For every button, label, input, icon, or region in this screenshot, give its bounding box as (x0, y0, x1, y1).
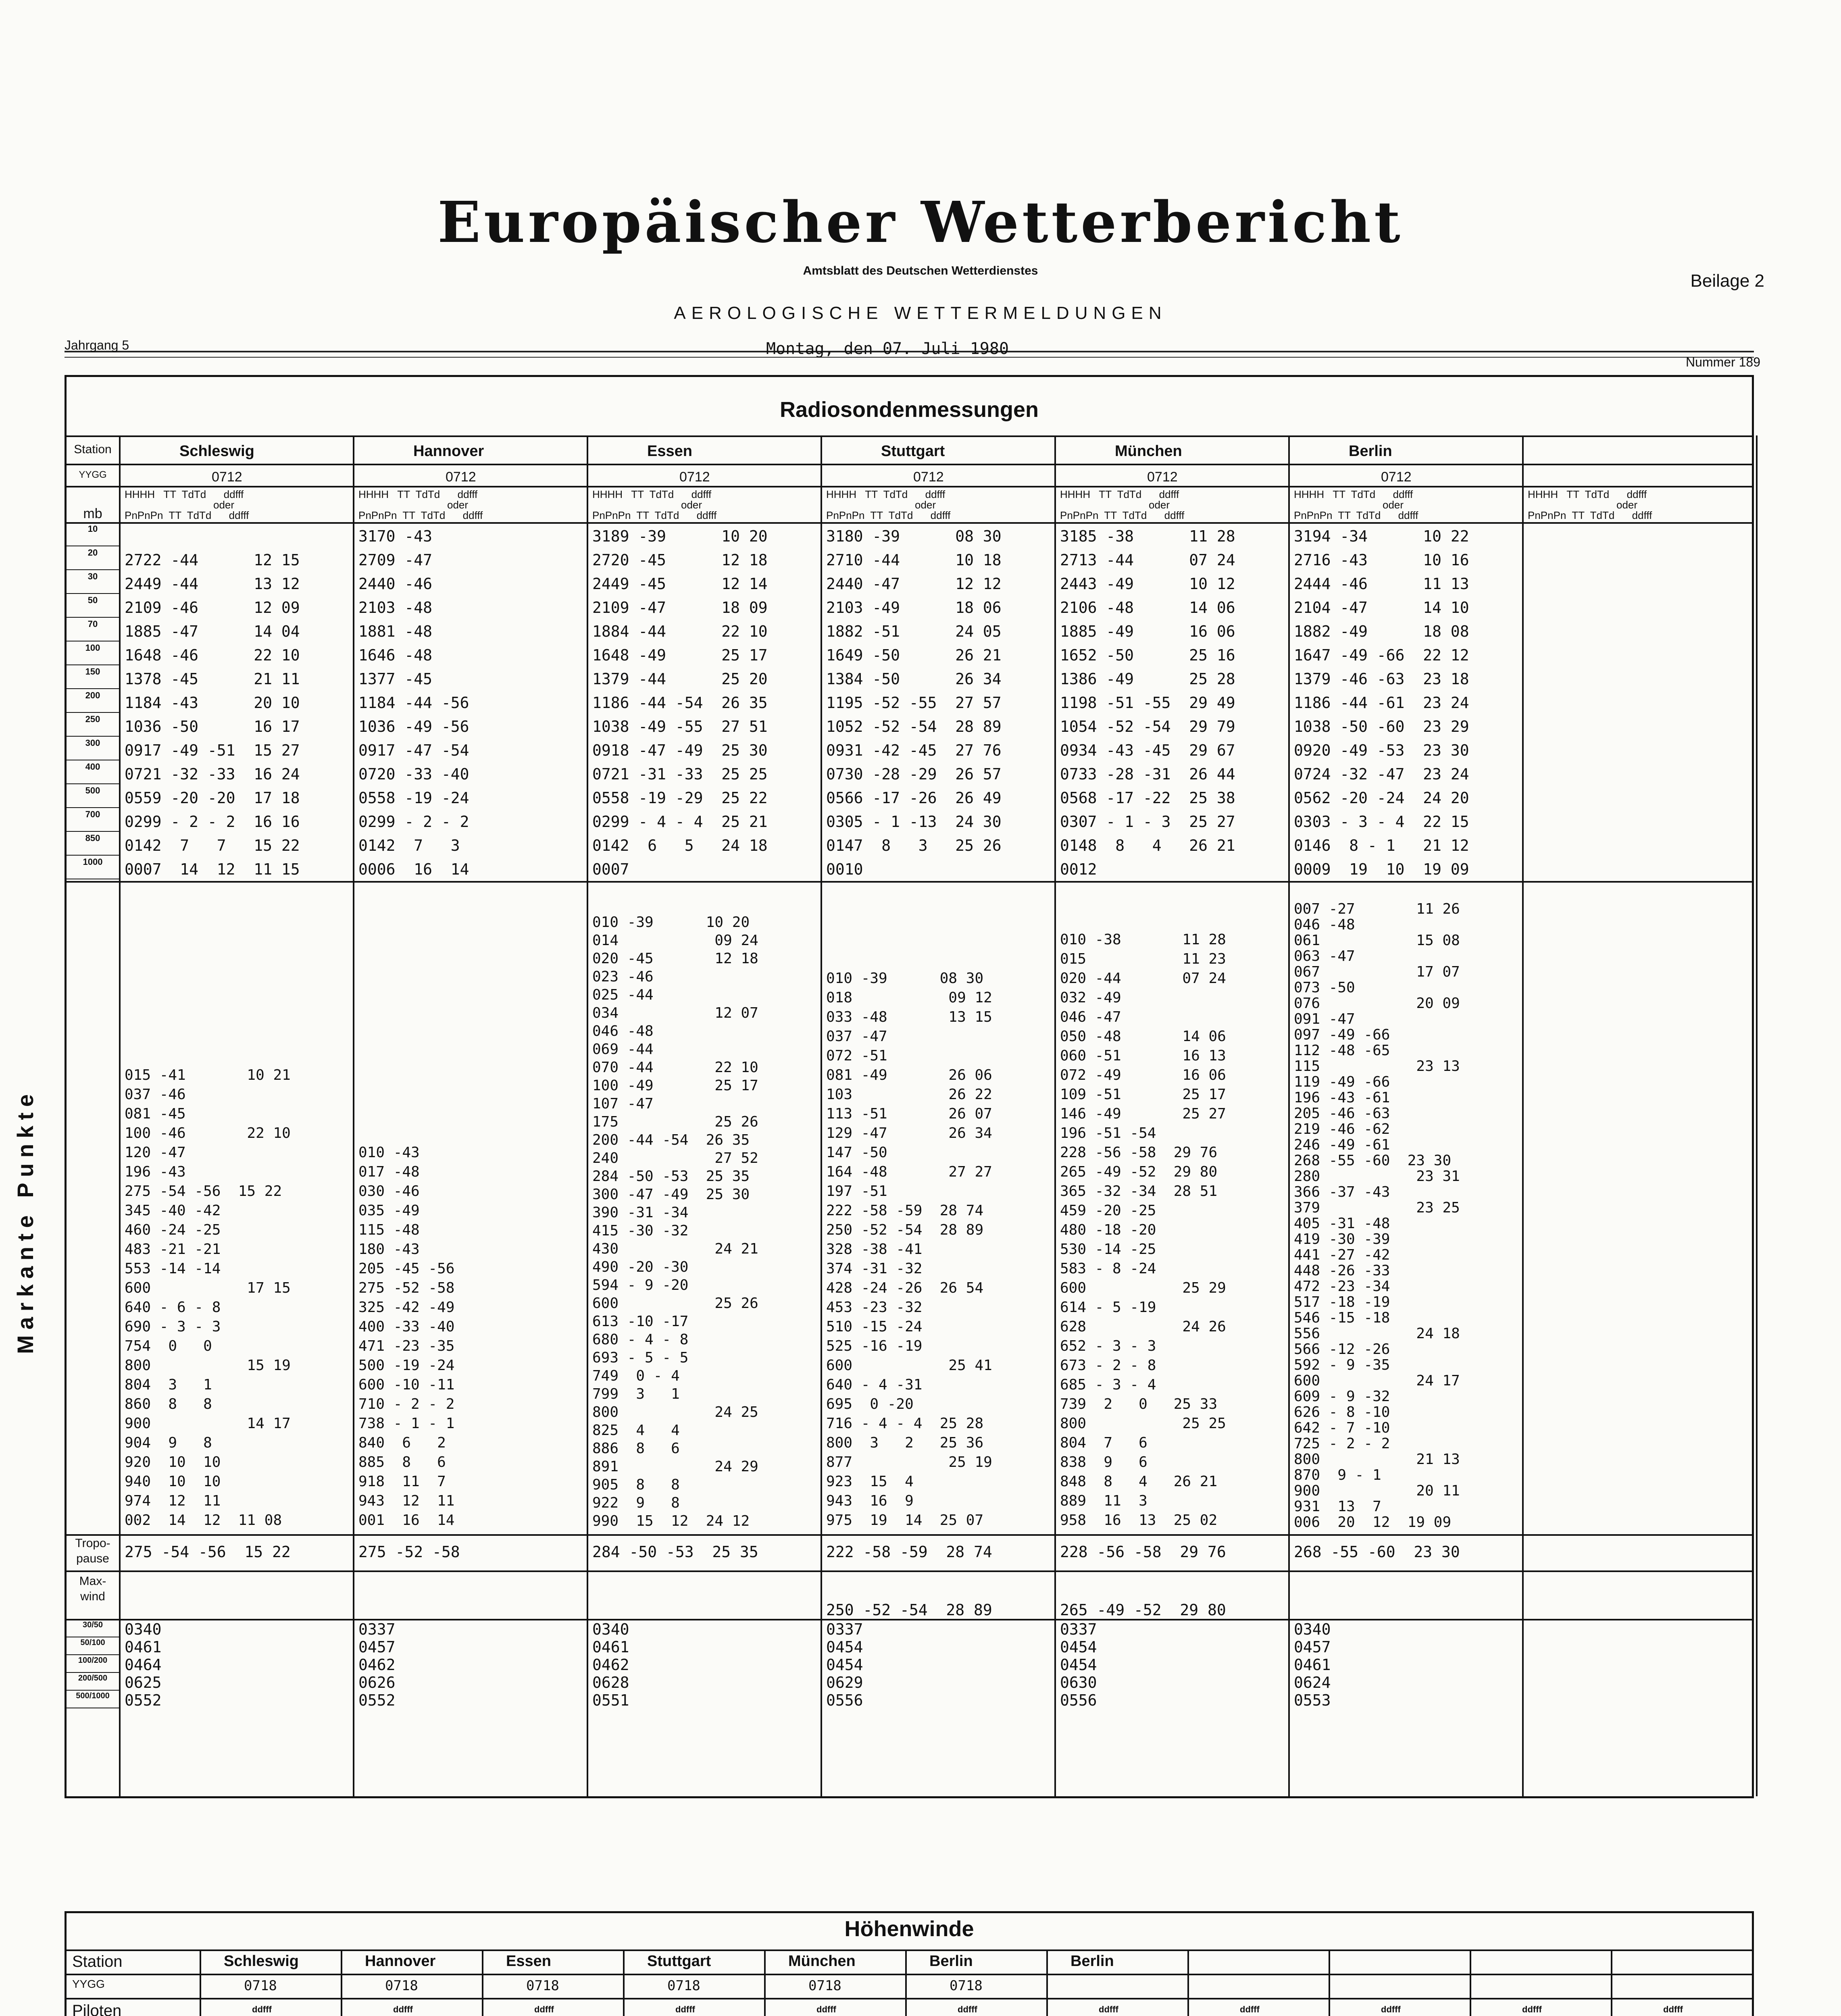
radiosonde-col-line (1756, 435, 1758, 1796)
pressure-level-line (67, 712, 119, 713)
station-yygg: 0718 (667, 1978, 700, 1994)
hoehenwinde-col-line (341, 1949, 342, 2016)
hoehenwinde-col-line (482, 1949, 483, 2016)
station-yygg: 0712 (212, 469, 242, 485)
ddfff-label: ddfff (393, 2004, 413, 2014)
pressure-level-line (67, 688, 119, 689)
pressure-level-line (67, 617, 119, 618)
column-header-bottom: PnPnPn TT TdTd ddfff (1060, 509, 1185, 521)
page-subtitle: Amtsblatt des Deutschen Wetterdienstes (803, 264, 1038, 277)
shear-data: 0337 0457 0462 0626 0552 (358, 1620, 396, 1709)
station-name: Berlin (1070, 1953, 1114, 1970)
hoehenwinde-col-line (1611, 1949, 1612, 2016)
shear-level: 500/1000 (76, 1691, 110, 1700)
column-header-bottom: PnPnPn TT TdTd ddfff (1294, 509, 1418, 521)
radiosonde-col-line (1288, 435, 1290, 1796)
radiosonde-col-line (1522, 435, 1524, 1796)
station-name: München (1115, 443, 1182, 460)
station-yygg: 0718 (808, 1978, 841, 1994)
radiosonde-row-line (67, 522, 1752, 524)
station-yygg: 0712 (679, 469, 710, 485)
pressure-level: 50 (87, 595, 98, 605)
ddfff-label: ddfff (675, 2004, 695, 2014)
column-header-top: HHHH TT TdTd ddfff (1294, 488, 1413, 500)
column-header-oder: oder (1149, 499, 1170, 511)
ddfff-label: ddfff (252, 2004, 272, 2014)
hoehenwinde-row-line (67, 1949, 1752, 1951)
pressure-level: 20 (87, 548, 98, 558)
pressure-level: 70 (87, 619, 98, 629)
column-header-oder: oder (681, 499, 702, 511)
shear-level: 50/100 (80, 1638, 105, 1647)
beilage-label: Beilage 2 (1690, 271, 1764, 291)
yygg-label: YYGG (79, 469, 107, 480)
maxwind-data: 250 -52 -54 28 89 (826, 1601, 992, 1619)
column-header-oder: oder (1383, 499, 1404, 511)
maxwind-label: Max- wind (79, 1574, 106, 1603)
column-header-top: HHHH TT TdTd ddfff (592, 488, 712, 500)
tropopause-data: 268 -55 -60 23 30 (1294, 1543, 1460, 1561)
station-yygg: 0718 (950, 1978, 983, 1994)
station-label: Station (72, 1953, 123, 1970)
column-header-top: HHHH TT TdTd ddfff (125, 488, 244, 500)
station-name: Berlin (929, 1953, 973, 1970)
station-name: Stuttgart (881, 443, 945, 460)
radiosonde-row-line (67, 1619, 1752, 1620)
pressure-level: 250 (85, 714, 100, 724)
tropopause-data: 222 -58 -59 28 74 (826, 1543, 992, 1561)
pressure-level-line (67, 855, 119, 856)
ddfff-label: ddfff (1099, 2004, 1118, 2014)
column-header-bottom: PnPnPn TT TdTd ddfff (358, 509, 483, 521)
radiosonde-table (65, 375, 1754, 1798)
station-name: München (788, 1953, 856, 1970)
column-header-top: HHHH TT TdTd ddfff (1060, 488, 1179, 500)
column-header-oder: oder (915, 499, 936, 511)
tropopause-label: Tropo- pause (75, 1537, 110, 1565)
shear-data: 0340 0457 0461 0624 0553 (1294, 1620, 1331, 1709)
pressure-level: 300 (85, 738, 100, 748)
tropopause-data: 228 -56 -58 29 76 (1060, 1543, 1226, 1561)
issue-number: Nummer 189 (1686, 355, 1760, 369)
markante-punkte-data: 010 -43 017 -48 030 -46 035 -49 115 -48 180 -43 205 -45 -56 275 -52 -58 325 -42 -49 400 -33 -40 471 -23 -35 500 -19 -24 600 -10 -11 710 - 2 - 2 738 - 1 - 1 840 6 2 885 8 6 918 11 7 943 12 11 001 16 14 (358, 1144, 455, 1529)
station-name: Essen (506, 1953, 551, 1970)
column-header-top: HHHH TT TdTd ddfff (826, 488, 945, 500)
pressure-level: 400 (85, 762, 100, 772)
station-name: Schleswig (224, 1953, 299, 1970)
hoehenwinde-row-line (67, 1998, 1752, 1999)
radiosonde-title: Radiosondenmessungen (779, 398, 1039, 422)
pressure-level-line (67, 783, 119, 784)
ddfff-label: ddfff (534, 2004, 554, 2014)
station-yygg: 0712 (446, 469, 476, 485)
pressure-level: 850 (85, 833, 100, 843)
shear-data: 0337 0454 0454 0629 0556 (826, 1620, 863, 1709)
radiosonde-row-line (67, 464, 1752, 465)
standard-levels-data: 3189 -39 10 20 2720 -45 12 18 2449 -45 12 14 2109 -47 18 09 1884 -44 22 10 1648 -49 25 17 1379 -44 25 20 1186 -44 -54 26 35 1038 -49 -55 27 51 0918 -47 -49 25 30 0721 -31 -33 25 25 0558 -19 -29 25 22 0299 - 4 - 4 25 21 0142 6 5 24 18 0007 (592, 527, 768, 878)
pressure-level: 10 (87, 524, 98, 534)
station-yygg: 0718 (244, 1978, 277, 1994)
station-name: Stuttgart (647, 1953, 711, 1970)
station-name: Schleswig (179, 443, 254, 460)
column-header-oder: oder (213, 499, 235, 511)
pressure-level: 500 (85, 785, 100, 796)
markante-punkte-data: 010 -39 10 20 014 09 24 020 -45 12 18 023 -46 025 -44 034 12 07 046 -48 069 -44 070 -44 22 10 100 -49 25 17 107 -47 175 25 26 200 -44 -54 26 35 240 27 52 284 -50 -53 25 35 300 -47 -49 25 30 390 -31 -34 415 -30 -32 430 24 21 490 -20 -30 594 - 9 -20 600 25 26 613 -10 -17 680 - 4 - 8 693 - 5 - 5 749 0 - 4 799 3 1 800 24 25 825 4 4 886 8 6 891 24 29 905 8 8 922 9 8 990 15 12 24 12 (592, 914, 758, 1529)
yygg-label: YYGG (72, 1978, 105, 1990)
station-name: Hannover (413, 443, 484, 460)
standard-levels-data: 3180 -39 08 30 2710 -44 10 18 2440 -47 12 12 2103 -49 18 06 1882 -51 24 05 1649 -50 26 21 1384 -50 26 34 1195 -52 -55 27 57 1052 -52 -54 28 89 0931 -42 -45 27 76 0730 -28 -29 26 57 0566 -17 -26 26 49 0305 - 1 -13 24 30 0147 8 3 25 26 0010 (826, 527, 1002, 878)
shear-level: 100/200 (78, 1656, 108, 1665)
shear-data: 0337 0454 0454 0630 0556 (1060, 1620, 1097, 1709)
radiosonde-col-line (1054, 435, 1056, 1796)
hoehenwinde-col-line (1329, 1949, 1330, 2016)
ddfff-label: ddfff (1381, 2004, 1401, 2014)
hoehenwinde-col-line (764, 1949, 766, 2016)
markante-punkte-label: Markante Punkte (12, 1089, 38, 1354)
standard-levels-data: 3170 -43 2709 -47 2440 -46 2103 -48 1881 -48 1646 -48 1377 -45 1184 -44 -56 1036 -49 -56 0917 -47 -54 0720 -33 -40 0558 -19 -24 0299 - 2 - 2 0142 7 3 0006 16 14 (358, 527, 469, 878)
station-name: Hannover (365, 1953, 436, 1970)
pressure-level: 150 (85, 666, 100, 677)
ddfff-label: ddfff (816, 2004, 836, 2014)
pressure-level: 700 (85, 809, 100, 819)
column-header-oder: oder (1616, 499, 1638, 511)
markante-punkte-data: 007 -27 11 26 046 -48 061 15 08 063 -47 067 17 07 073 -50 076 20 09 091 -47 097 -49 -66 112 -48 -65 115 23 13 119 -49 -66 196 -43 -61 205 -46 -63 219 -46 -62 246 -49 -61 268 -55 -60 23 30 280 23 31 366 -37 -43 379 23 25 405 -31 -48 419 -30 -39 441 -27 -42 448 -26 -33 472 -23 -34 517 -18 -19 546 -15 -18 556 24 18 566 -12 -26 592 - 9 -35 600 24 17 609 - 9 -32 626 - 8 -10 642 - 7 -10 725 - 2 - 2 800 21 13 870 9 - 1 900 20 11 931 13 7 006 20 12 19 09 (1294, 901, 1460, 1531)
pressure-level-line (67, 807, 119, 808)
radiosonde-col-line (353, 435, 354, 1796)
station-yygg: 0712 (1381, 469, 1412, 485)
station-yygg: 0718 (526, 1978, 559, 1994)
shear-data: 0340 0461 0464 0625 0552 (125, 1620, 162, 1709)
markante-punkte-data: 010 -39 08 30 018 09 12 033 -48 13 15 037 -47 072 -51 081 -49 26 06 103 26 22 113 -51 26 07 129 -47 26 34 147 -50 164 -48 27 27 197 -51 222 -58 -59 28 74 250 -52 -54 28 89 328 -38 -41 374 -31 -32 428 -24 -26 26 54 453 -23 -32 510 -15 -24 525 -16 -19 600 25 41 640 - 4 -31 695 0 -20 716 - 4 - 4 25 28 800 3 2 25 36 877 25 19 923 15 4 943 16 9 975 19 14 25 07 (826, 970, 992, 1529)
jahrgang-label: Jahrgang 5 (65, 338, 129, 352)
hoehenwinde-row-line (67, 1974, 1752, 1975)
piloten-label: Piloten (72, 2002, 122, 2016)
standard-levels-data: 2722 -44 12 15 2449 -44 13 12 2109 -46 12 09 1885 -47 14 04 1648 -46 22 10 1378 -45 21 11 1184 -43 20 10 1036 -50 16 17 0917 -49 -51 15 27 0721 -32 -33 16 24 0559 -20 -20 17 18 0299 - 2 - 2 16 16 0142 7 7 15 22 0007 14 12 11 15 (125, 551, 300, 878)
tropopause-data: 275 -52 -58 (358, 1543, 460, 1561)
maxwind-data: 265 -49 -52 29 80 (1060, 1601, 1226, 1619)
tropopause-data: 284 -50 -53 25 35 (592, 1543, 758, 1561)
station-yygg: 0718 (385, 1978, 418, 1994)
pressure-level-line (67, 664, 119, 665)
shear-level: 30/50 (82, 1620, 103, 1629)
pressure-level: 30 (87, 571, 98, 581)
shear-level-line (67, 1690, 119, 1691)
pressure-level: 100 (85, 643, 100, 653)
shear-level-line (67, 1672, 119, 1673)
shear-level: 200/500 (78, 1674, 108, 1683)
station-yygg: 0712 (913, 469, 944, 485)
hoehenwinde-col-line (200, 1949, 201, 2016)
shear-level-line (67, 1654, 119, 1655)
section-title: AEROLOGISCHE WETTERMELDUNGEN (674, 303, 1167, 323)
ddfff-label: ddfff (1522, 2004, 1542, 2014)
column-header-bottom: PnPnPn TT TdTd ddfff (592, 509, 717, 521)
hoehenwinde-col-line (1046, 1949, 1048, 2016)
hoehenwinde-col-line (1470, 1949, 1471, 2016)
pressure-level-line (67, 831, 119, 832)
radiosonde-row-line (67, 1534, 1752, 1536)
radiosonde-col-line (821, 435, 822, 1796)
page-title: Europäischer Wetterbericht (437, 190, 1404, 256)
station-label: Station (74, 443, 112, 456)
column-header-top: HHHH TT TdTd ddfff (1528, 488, 1647, 500)
standard-levels-data: 3194 -34 10 22 2716 -43 10 16 2444 -46 11 13 2104 -47 14 10 1882 -49 18 08 1647 -49 -66 22 12 1379 -46 -63 23 18 1186 -44 -61 23 24 1038 -50 -60 23 29 0920 -49 -53 23 30 0724 -32 -47 23 24 0562 -20 -24 24 20 0303 - 3 - 4 22 15 0146 8 - 1 21 12 0009 19 10 19 09 (1294, 527, 1469, 878)
radiosonde-col-line (587, 435, 588, 1796)
pressure-level-line (67, 736, 119, 737)
pressure-level: 200 (85, 690, 100, 700)
column-header-bottom: PnPnPn TT TdTd ddfff (1528, 509, 1652, 521)
hoehenwinde-table (65, 1911, 1754, 2016)
tropopause-data: 275 -54 -56 15 22 (125, 1543, 291, 1561)
standard-levels-data: 3185 -38 11 28 2713 -44 07 24 2443 -49 10 12 2106 -48 14 06 1885 -49 16 06 1652 -50 25 16 1386 -49 25 28 1198 -51 -55 29 49 1054 -52 -54 29 79 0934 -43 -45 29 67 0733 -28 -31 26 44 0568 -17 -22 25 38 0307 - 1 - 3 25 27 0148 8 4 26 21 0012 (1060, 527, 1235, 878)
issue-date: Montag, den 07. Juli 1980 (766, 339, 1009, 358)
hoehenwinde-col-line (1187, 1949, 1189, 2016)
markante-punkte-data: 010 -38 11 28 015 11 23 020 -44 07 24 032 -49 046 -47 050 -48 14 06 060 -51 16 13 072 -49 16 06 109 -51 25 17 146 -49 25 27 196 -51 -54 228 -56 -58 29 76 265 -49 -52 29 80 365 -32 -34 28 51 459 -20 -25 480 -18 -20 530 -14 -25 583 - 8 -24 600 25 29 614 - 5 -19 628 24 26 652 - 3 - 3 673 - 2 - 8 685 - 3 - 4 739 2 0 25 33 800 25 25 804 7 6 838 9 6 848 8 4 26 21 889 11 3 958 16 13 25 02 (1060, 931, 1226, 1529)
ddfff-label: ddfff (1663, 2004, 1683, 2014)
radiosonde-col-line (119, 435, 121, 1796)
hoehenwinde-col-line (623, 1949, 625, 2016)
hoehenwinde-col-line (905, 1949, 907, 2016)
shear-data: 0340 0461 0462 0628 0551 (592, 1620, 629, 1709)
station-yygg: 0712 (1147, 469, 1178, 485)
radiosonde-row-line (67, 1570, 1752, 1572)
column-header-top: HHHH TT TdTd ddfff (358, 488, 478, 500)
column-header-bottom: PnPnPn TT TdTd ddfff (826, 509, 951, 521)
hoehenwinde-title: Höhenwinde (844, 1917, 974, 1941)
markante-punkte-data: 015 -41 10 21 037 -46 081 -45 100 -46 22 10 120 -47 196 -43 275 -54 -56 15 22 345 -40 -42 460 -24 -25 483 -21 -21 553 -14 -14 600 17 15 640 - 6 - 8 690 - 3 - 3 754 0 0 800 15 19 804 3 1 860 8 8 900 14 17 904 9 8 920 10 10 940 10 10 974 12 11 002 14 12 11 08 (125, 1067, 291, 1529)
station-name: Berlin (1349, 443, 1392, 460)
column-header-bottom: PnPnPn TT TdTd ddfff (125, 509, 249, 521)
column-header-oder: oder (447, 499, 469, 511)
radiosonde-row-line (67, 435, 1752, 437)
station-name: Essen (647, 443, 692, 460)
pressure-level-line (67, 569, 119, 570)
mb-label: mb (83, 506, 102, 521)
ddfff-label: ddfff (1240, 2004, 1260, 2014)
pressure-level: 1000 (83, 857, 103, 867)
pressure-level-line (67, 593, 119, 594)
ddfff-label: ddfff (958, 2004, 977, 2014)
